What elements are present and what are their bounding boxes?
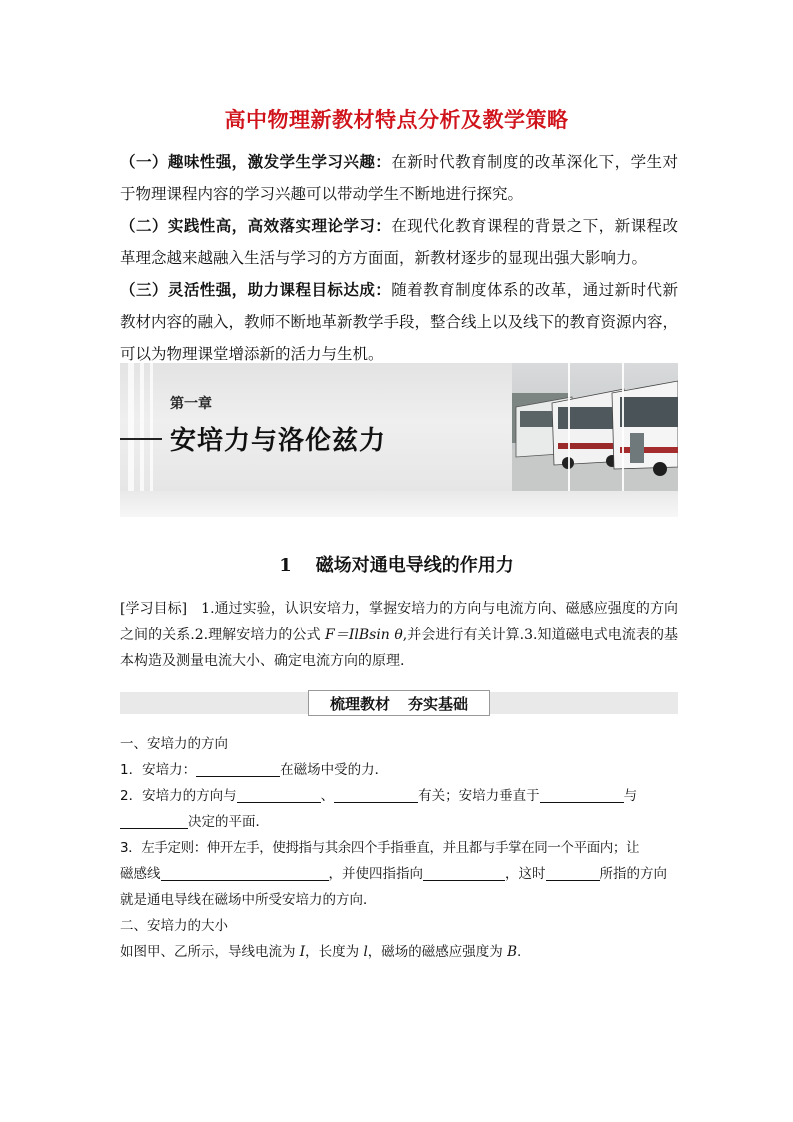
item-2: 2．安培力的方向与 、 有关；安培力垂直于 与 [120, 788, 638, 804]
item-3: 3．左手定则：伸开左手，使拇指与其余四个手指垂直，并且都与手掌在同一个平面内；让 [120, 840, 640, 856]
learning-goals: [学习目标] 1.通过实验，认识安培力，掌握安培力的方向与电流方向、磁感应强度的方向之间的关系.2.理解安培力的公式 F＝IlBsin θ,并会进行有关计算.3.知道磁电式电流表的基本构造及测量电流大小、确定电流方向的原理. [120, 601, 678, 669]
intro-item-1: （一）趣味性强，激发学生学习兴趣：在新时代教育制度的改革深化下，学生对于物理课程内容的学习兴趣可以带动学生不断地进行探究。 [120, 152, 678, 203]
banner-stripe [128, 363, 134, 491]
banner-shadow [120, 491, 678, 517]
fill-blank[interactable] [540, 786, 624, 803]
item-1: 1．安培力： 在磁场中受的力． [120, 762, 389, 778]
heading-direction: 一、安培力的方向 [120, 736, 228, 752]
chapter-title: 安培力与洛伦兹力 [170, 426, 387, 456]
bus-photo [512, 363, 678, 491]
fill-blank[interactable] [334, 786, 418, 803]
magnitude-intro: 如图甲、乙所示，导线电流为 I，长度为 l，磁场的磁感应强度为 B. [120, 944, 522, 960]
body-text [120, 731, 680, 965]
fill-blank[interactable] [423, 864, 505, 881]
item-3-end: 就是通电导线在磁场中所受安培力的方向． [120, 892, 377, 908]
intro-item-2: （二）实践性高，高效落实理论学习：在现代化教育课程的背景之下，新课程改革理念越来越融入生活与学习的方方面面，新教材逐步的显现出强大影响力。 [120, 216, 678, 267]
item-3-cont: 磁感线 ，并使四指指向 ，这时 所指的方向 [120, 866, 667, 882]
section-number: 1 [279, 555, 292, 576]
fill-blank[interactable] [120, 812, 188, 829]
intro-item-3: （三）灵活性强，助力课程目标达成：随着教育制度体系的改革，通过新时代新教材内容的融入，教师不断地革新教学手段，整合线上以及线下的教育资源内容，可以为物理课堂增添新的活力与生机。 [120, 280, 679, 363]
ampere-formula: F＝IlBsin θ [325, 627, 403, 643]
banner-stripe [150, 363, 153, 491]
chapter-label: 第一章 [170, 396, 212, 412]
section-title: 磁场对通电导线的作用力 [315, 555, 514, 576]
section-heading [0, 551, 793, 577]
fill-blank[interactable] [546, 864, 600, 881]
banner-stripe [140, 363, 144, 491]
heading-magnitude: 二、安培力的大小 [120, 918, 228, 934]
intro-paragraphs [120, 146, 678, 370]
section-bar-label: 梳理教材 夯实基础 [308, 690, 490, 716]
fill-blank[interactable] [161, 864, 329, 881]
fill-blank[interactable] [237, 786, 321, 803]
fill-blank[interactable] [196, 760, 280, 777]
item-2-cont: 决定的平面． [120, 809, 680, 835]
page-title: 高中物理新教材特点分析及教学策略 [224, 107, 569, 132]
chapter-rule [120, 438, 162, 440]
goals-label: [学习目标] [120, 601, 188, 617]
